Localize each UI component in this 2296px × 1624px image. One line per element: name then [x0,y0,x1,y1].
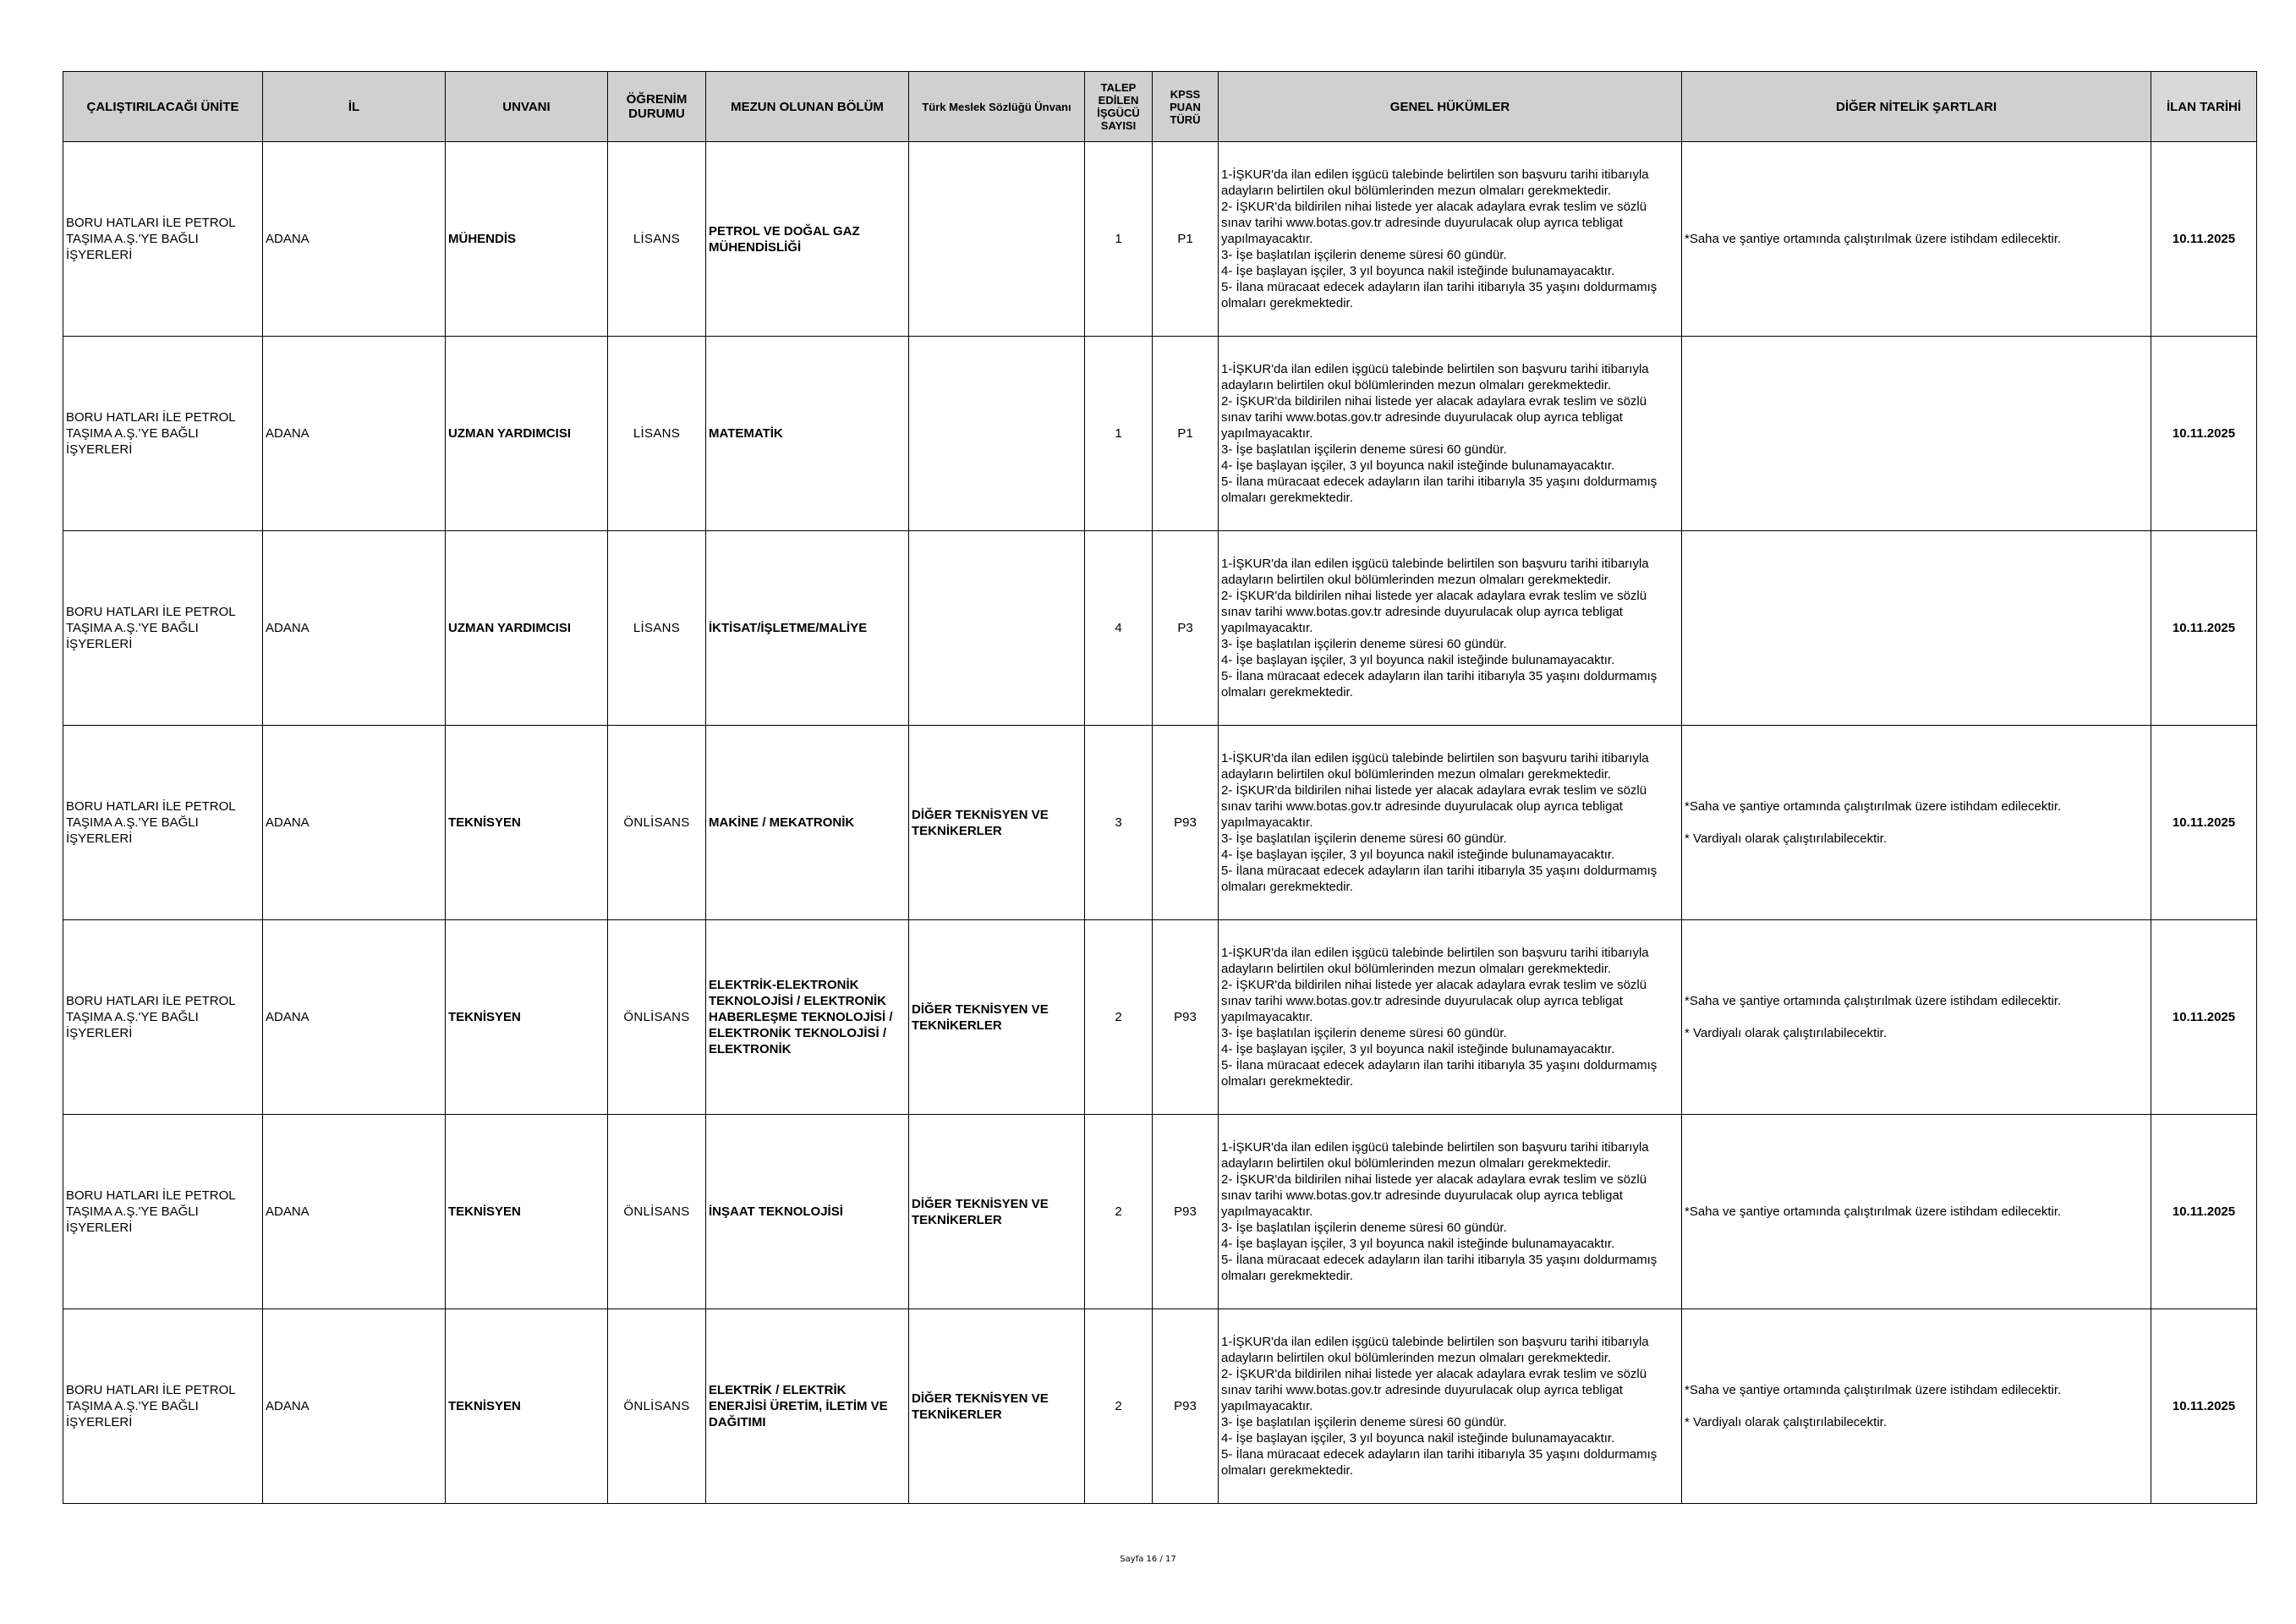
cell-department: MATEMATİK [706,337,909,531]
cell-general-rules [1219,142,1682,337]
header-education: ÖĞRENİM DURUMU [608,72,706,142]
cell-other-requirements [1682,1309,2151,1504]
cell-education: LİSANS [608,337,706,531]
header-date: İLAN TARİHİ [2151,72,2257,142]
cell-education: LİSANS [608,531,706,726]
cell-occupation [909,337,1085,531]
requirement-item: * Vardiyalı olarak çalıştırılabilecektir. [1685,1415,1887,1429]
cell-kpss: P93 [1153,1115,1219,1309]
cell-general-rules [1219,920,1682,1115]
general-rule-item: 4- İşe başlayan işçiler, 3 yıl boyunca nakil isteğinde bulunamayacaktır. [1221,653,1615,667]
line-gap [1685,815,2148,831]
cell-date: 10.11.2025 [2151,142,2257,337]
page-number: Sayfa 16 / 17 [1120,1555,1176,1564]
general-rule-item: 3- İşe başlatılan işçilerin deneme süresi 60 gündür. [1221,1221,1507,1235]
general-rule-item: 1-İŞKUR'da ilan edilen işgücü talebinde belirtilen son başvuru tarihi itibarıyla adayların belirtilen okul bölümlerinden mezun olmaları gerekmektedir. [1221,167,1649,198]
general-rule-item: 3- İşe başlatılan işçilerin deneme süresi 60 gündür. [1221,637,1507,651]
general-rule-item: 3- İşe başlatılan işçilerin deneme süresi 60 gündür. [1221,248,1507,262]
cell-occupation [909,531,1085,726]
cell-occupation: DİĞER TEKNİSYEN VE TEKNİKERLER [909,1115,1085,1309]
general-rule-item: 3- İşe başlatılan işçilerin deneme süresi 60 gündür. [1221,442,1507,457]
table-row [63,531,2257,726]
cell-department: MAKİNE / MEKATRONİK [706,726,909,920]
general-rule-item: 2- İŞKUR'da bildirilen nihai listede yer alacak adaylara evrak teslim ve sözlü sınav tarihi www.botas.gov.tr adresinde duyurulacak olup ayrıca tebligat yapılmayacaktır. [1221,1367,1647,1413]
general-rule-item: 5- İlana müracaat edecek adayların ilan tarihi itibarıyla 35 yaşını doldurmamış olmaları gerekmektedir. [1221,475,1658,505]
line-gap [1685,1009,2148,1025]
cell-city: ADANA [263,726,446,920]
cell-department: PETROL VE DOĞAL GAZ MÜHENDİSLİĞİ [706,142,909,337]
cell-title: TEKNİSYEN [446,1115,608,1309]
general-rule-item: 1-İŞKUR'da ilan edilen işgücü talebinde belirtilen son başvuru tarihi itibarıyla adayların belirtilen okul bölümlerinden mezun olmaları gerekmektedir. [1221,1140,1649,1171]
general-rule-item: 4- İşe başlayan işçiler, 3 yıl boyunca nakil isteğinde bulunamayacaktır. [1221,1042,1615,1056]
header-other-requirements: DİĞER NİTELİK ŞARTLARI [1682,72,2151,142]
cell-unit: BORU HATLARI İLE PETROL TAŞIMA A.Ş.'YE BAĞLI İŞYERLERİ [63,1309,263,1504]
cell-general-rules [1219,1115,1682,1309]
general-rule-item: 2- İŞKUR'da bildirilen nihai listede yer alacak adaylara evrak teslim ve sözlü sınav tarihi www.botas.gov.tr adresinde duyurulacak olup ayrıca tebligat yapılmayacaktır. [1221,783,1647,830]
header-city: İL [263,72,446,142]
cell-other-requirements [1682,337,2151,531]
cell-education: LİSANS [608,142,706,337]
job-listings-table [63,71,2257,1504]
cell-unit: BORU HATLARI İLE PETROL TAŞIMA A.Ş.'YE BAĞLI İŞYERLERİ [63,726,263,920]
general-rule-item: 1-İŞKUR'da ilan edilen işgücü talebinde belirtilen son başvuru tarihi itibarıyla adayların belirtilen okul bölümlerinden mezun olmaları gerekmektedir. [1221,751,1649,782]
cell-date: 10.11.2025 [2151,726,2257,920]
general-rule-item: 3- İşe başlatılan işçilerin deneme süresi 60 gündür. [1221,1415,1507,1429]
table-row [63,920,2257,1115]
header-occupation: Türk Meslek Sözlüğü Ünvanı [909,72,1085,142]
header-unit: ÇALIŞTIRILACAĞI ÜNİTE [63,72,263,142]
header-kpss: KPSS PUAN TÜRÜ [1153,72,1219,142]
cell-title: TEKNİSYEN [446,726,608,920]
cell-city: ADANA [263,142,446,337]
general-rule-item: 2- İŞKUR'da bildirilen nihai listede yer alacak adaylara evrak teslim ve sözlü sınav tarihi www.botas.gov.tr adresinde duyurulacak olup ayrıca tebligat yapılmayacaktır. [1221,978,1647,1024]
cell-kpss: P93 [1153,920,1219,1115]
cell-city: ADANA [263,1309,446,1504]
cell-general-rules [1219,337,1682,531]
general-rule-item: 5- İlana müracaat edecek adayların ilan tarihi itibarıyla 35 yaşını doldurmamış olmaları gerekmektedir. [1221,280,1658,310]
general-rule-item: 2- İŞKUR'da bildirilen nihai listede yer alacak adaylara evrak teslim ve sözlü sınav tarihi www.botas.gov.tr adresinde duyurulacak olup ayrıca tebligat yapılmayacaktır. [1221,200,1647,246]
cell-other-requirements [1682,920,2151,1115]
header-title: UNVANI [446,72,608,142]
cell-occupation: DİĞER TEKNİSYEN VE TEKNİKERLER [909,726,1085,920]
cell-count: 4 [1085,531,1153,726]
cell-title: UZMAN YARDIMCISI [446,337,608,531]
cell-kpss: P3 [1153,531,1219,726]
cell-count: 3 [1085,726,1153,920]
cell-other-requirements [1682,1115,2151,1309]
general-rule-item: 2- İŞKUR'da bildirilen nihai listede yer alacak adaylara evrak teslim ve sözlü sınav tarihi www.botas.gov.tr adresinde duyurulacak olup ayrıca tebligat yapılmayacaktır. [1221,394,1647,441]
cell-date: 10.11.2025 [2151,531,2257,726]
cell-date: 10.11.2025 [2151,337,2257,531]
cell-unit: BORU HATLARI İLE PETROL TAŞIMA A.Ş.'YE BAĞLI İŞYERLERİ [63,920,263,1115]
cell-kpss: P1 [1153,142,1219,337]
cell-city: ADANA [263,531,446,726]
cell-kpss: P1 [1153,337,1219,531]
cell-department: ELEKTRİK / ELEKTRİK ENERJİSİ ÜRETİM, İLETİM VE DAĞITIMI [706,1309,909,1504]
cell-title: TEKNİSYEN [446,1309,608,1504]
general-rule-item: 5- İlana müracaat edecek adayların ilan tarihi itibarıyla 35 yaşını doldurmamış olmaları gerekmektedir. [1221,1058,1658,1089]
cell-title: MÜHENDİS [446,142,608,337]
general-rule-item: 5- İlana müracaat edecek adayların ilan tarihi itibarıyla 35 yaşını doldurmamış olmaları gerekmektedir. [1221,1253,1658,1283]
cell-date: 10.11.2025 [2151,920,2257,1115]
cell-department: İKTİSAT/İŞLETME/MALİYE [706,531,909,726]
cell-education: ÖNLİSANS [608,726,706,920]
requirement-item: *Saha ve şantiye ortamında çalıştırılmak üzere istihdam edilecektir. [1685,1204,2062,1219]
general-rule-item: 1-İŞKUR'da ilan edilen işgücü talebinde belirtilen son başvuru tarihi itibarıyla adayların belirtilen okul bölümlerinden mezun olmaları gerekmektedir. [1221,362,1649,392]
cell-count: 2 [1085,920,1153,1115]
general-rule-item: 5- İlana müracaat edecek adayların ilan tarihi itibarıyla 35 yaşını doldurmamış olmaları gerekmektedir. [1221,864,1658,894]
general-rule-item: 4- İşe başlayan işçiler, 3 yıl boyunca nakil isteğinde bulunamayacaktır. [1221,1431,1615,1446]
header-general-rules: GENEL HÜKÜMLER [1219,72,1682,142]
general-rule-item: 4- İşe başlayan işçiler, 3 yıl boyunca nakil isteğinde bulunamayacaktır. [1221,264,1615,278]
cell-unit: BORU HATLARI İLE PETROL TAŞIMA A.Ş.'YE BAĞLI İŞYERLERİ [63,531,263,726]
table-body [63,142,2257,1504]
header-count: TALEP EDİLEN İŞGÜCÜ SAYISI [1085,72,1153,142]
table-row [63,726,2257,920]
cell-count: 1 [1085,337,1153,531]
general-rule-item: 3- İşe başlatılan işçilerin deneme süresi 60 gündür. [1221,831,1507,846]
cell-kpss: P93 [1153,1309,1219,1504]
cell-unit: BORU HATLARI İLE PETROL TAŞIMA A.Ş.'YE BAĞLI İŞYERLERİ [63,1115,263,1309]
cell-city: ADANA [263,1115,446,1309]
general-rule-item: 4- İşe başlayan işçiler, 3 yıl boyunca nakil isteğinde bulunamayacaktır. [1221,458,1615,473]
cell-unit: BORU HATLARI İLE PETROL TAŞIMA A.Ş.'YE BAĞLI İŞYERLERİ [63,337,263,531]
header-row [63,72,2257,142]
table-row [63,1115,2257,1309]
general-rule-item: 3- İşe başlatılan işçilerin deneme süresi 60 gündür. [1221,1026,1507,1040]
cell-department: İNŞAAT TEKNOLOJİSİ [706,1115,909,1309]
cell-city: ADANA [263,920,446,1115]
cell-date: 10.11.2025 [2151,1309,2257,1504]
general-rule-item: 4- İşe başlayan işçiler, 3 yıl boyunca nakil isteğinde bulunamayacaktır. [1221,848,1615,862]
requirement-item: * Vardiyalı olarak çalıştırılabilecektir. [1685,831,1887,846]
general-rule-item: 1-İŞKUR'da ilan edilen işgücü talebinde belirtilen son başvuru tarihi itibarıyla adayların belirtilen okul bölümlerinden mezun olmaları gerekmektedir. [1221,557,1649,587]
cell-occupation: DİĞER TEKNİSYEN VE TEKNİKERLER [909,920,1085,1115]
requirement-item: * Vardiyalı olarak çalıştırılabilecektir. [1685,1026,1887,1040]
table-row [63,337,2257,531]
cell-general-rules [1219,726,1682,920]
cell-count: 2 [1085,1309,1153,1504]
requirement-item: *Saha ve şantiye ortamında çalıştırılmak üzere istihdam edilecektir. [1685,232,2062,246]
cell-other-requirements [1682,531,2151,726]
cell-education: ÖNLİSANS [608,1115,706,1309]
cell-occupation [909,142,1085,337]
table-row [63,142,2257,337]
general-rule-item: 2- İŞKUR'da bildirilen nihai listede yer alacak adaylara evrak teslim ve sözlü sınav tarihi www.botas.gov.tr adresinde duyurulacak olup ayrıca tebligat yapılmayacaktır. [1221,1172,1647,1219]
cell-education: ÖNLİSANS [608,1309,706,1504]
cell-occupation: DİĞER TEKNİSYEN VE TEKNİKERLER [909,1309,1085,1504]
header-department: MEZUN OLUNAN BÖLÜM [706,72,909,142]
cell-unit: BORU HATLARI İLE PETROL TAŞIMA A.Ş.'YE BAĞLI İŞYERLERİ [63,142,263,337]
cell-count: 2 [1085,1115,1153,1309]
table-row [63,1309,2257,1504]
general-rule-item: 1-İŞKUR'da ilan edilen işgücü talebinde belirtilen son başvuru tarihi itibarıyla adayların belirtilen okul bölümlerinden mezun olmaları gerekmektedir. [1221,946,1649,976]
general-rule-item: 4- İşe başlayan işçiler, 3 yıl boyunca nakil isteğinde bulunamayacaktır. [1221,1237,1615,1251]
document-sheet [63,71,2256,1504]
cell-count: 1 [1085,142,1153,337]
general-rule-item: 2- İŞKUR'da bildirilen nihai listede yer alacak adaylara evrak teslim ve sözlü sınav tarihi www.botas.gov.tr adresinde duyurulacak olup ayrıca tebligat yapılmayacaktır. [1221,589,1647,635]
cell-education: ÖNLİSANS [608,920,706,1115]
cell-general-rules [1219,1309,1682,1504]
cell-department: ELEKTRİK-ELEKTRONİK TEKNOLOJİSİ / ELEKTRONİK HABERLEŞME TEKNOLOJİSİ / ELEKTRONİK TEKNOLOJİSİ / ELEKTRONİK [706,920,909,1115]
general-rule-item: 5- İlana müracaat edecek adayların ilan tarihi itibarıyla 35 yaşını doldurmamış olmaları gerekmektedir. [1221,1447,1658,1478]
cell-title: TEKNİSYEN [446,920,608,1115]
cell-title: UZMAN YARDIMCISI [446,531,608,726]
table-header [63,72,2257,142]
cell-general-rules [1219,531,1682,726]
requirement-item: *Saha ve şantiye ortamında çalıştırılmak üzere istihdam edilecektir. [1685,799,2062,814]
cell-date: 10.11.2025 [2151,1115,2257,1309]
cell-city: ADANA [263,337,446,531]
requirement-item: *Saha ve şantiye ortamında çalıştırılmak üzere istihdam edilecektir. [1685,1383,2062,1397]
cell-other-requirements [1682,142,2151,337]
cell-other-requirements [1682,726,2151,920]
general-rule-item: 5- İlana müracaat edecek adayların ilan tarihi itibarıyla 35 yaşını doldurmamış olmaları gerekmektedir. [1221,669,1658,700]
requirement-item: *Saha ve şantiye ortamında çalıştırılmak üzere istihdam edilecektir. [1685,994,2062,1008]
cell-kpss: P93 [1153,726,1219,920]
general-rule-item: 1-İŞKUR'da ilan edilen işgücü talebinde belirtilen son başvuru tarihi itibarıyla adayların belirtilen okul bölümlerinden mezun olmaları gerekmektedir. [1221,1335,1649,1365]
line-gap [1685,1398,2148,1414]
